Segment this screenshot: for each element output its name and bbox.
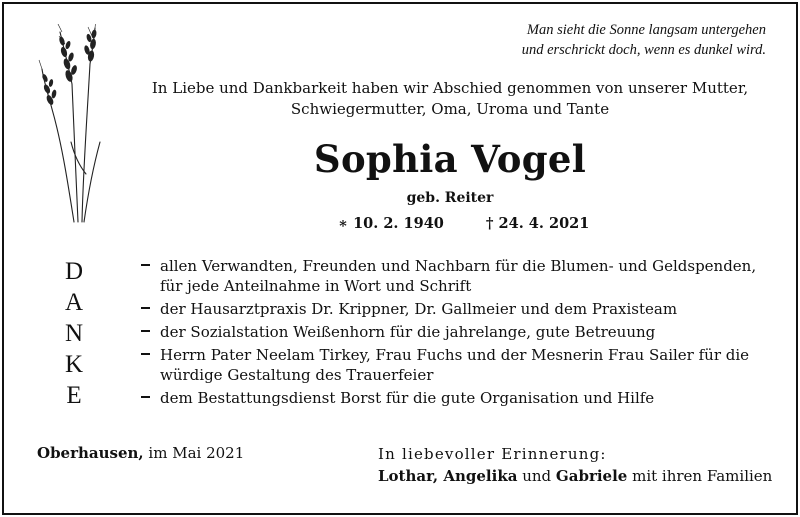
epigraph bbox=[522, 20, 766, 60]
danke-letter: K bbox=[64, 351, 84, 378]
date: im Mai 2021 bbox=[143, 444, 245, 462]
danke-letter: N bbox=[64, 320, 84, 347]
signer-name: Gabriele bbox=[555, 467, 628, 485]
epigraph-line-2: und erschrickt doch, wenn es dunkel wird. bbox=[521, 42, 766, 58]
danke-letter: E bbox=[66, 382, 82, 409]
birth-name: geb. Reiter bbox=[406, 190, 494, 206]
thanks-item: dem Bestattungsdienst Borst für die gute Organisation und Hilfe bbox=[138, 388, 778, 408]
danke-letter: D bbox=[64, 258, 84, 285]
thanks-list bbox=[138, 256, 778, 411]
thanks-item: Herrn Pater Neelam Tirkey, Frau Fuchs und der Mesnerin Frau Sailer für die würdige Gestaltung des Trauerfeier bbox=[138, 345, 778, 385]
life-dates bbox=[338, 213, 589, 235]
intro-line-1: In Liebe und Dankbarkeit haben wir Abschied genommen von unserer Mutter, bbox=[151, 79, 749, 97]
thanks-item: allen Verwandten, Freunden und Nachbarn für die Blumen- und Geldspenden, für jede Anteilnahme in Wort und Schrift bbox=[138, 256, 778, 296]
deceased-name: Sophia Vogel bbox=[313, 137, 587, 181]
birth-date: ∗ 10. 2. 1940 bbox=[338, 215, 444, 232]
place: Oberhausen, bbox=[37, 444, 144, 462]
intro-line-2: Schwiegermutter, Oma, Uroma und Tante bbox=[290, 100, 610, 118]
signature-names bbox=[378, 465, 772, 487]
thanks-item: der Hausarztpraxis Dr. Krippner, Dr. Gallmeier und dem Praxisteam bbox=[138, 299, 778, 319]
wheat-ears-icon bbox=[38, 24, 108, 224]
signer-connector: und bbox=[517, 467, 556, 485]
thanks-item: der Sozialstation Weißenhorn für die jahrelange, gute Betreuung bbox=[138, 322, 778, 342]
signature-block bbox=[378, 443, 772, 487]
signature-lead: In liebevoller Erinnerung: bbox=[378, 445, 607, 463]
place-date bbox=[37, 443, 244, 463]
danke-letter: A bbox=[64, 289, 84, 316]
epigraph-line-1: Man sieht die Sonne langsam untergehen bbox=[526, 22, 766, 38]
signer-names: Lothar, Angelika bbox=[378, 467, 518, 485]
danke-vertical bbox=[58, 256, 90, 411]
signer-suffix: mit ihren Familien bbox=[627, 467, 773, 485]
death-date: † 24. 4. 2021 bbox=[485, 215, 590, 232]
intro-text bbox=[110, 78, 790, 120]
